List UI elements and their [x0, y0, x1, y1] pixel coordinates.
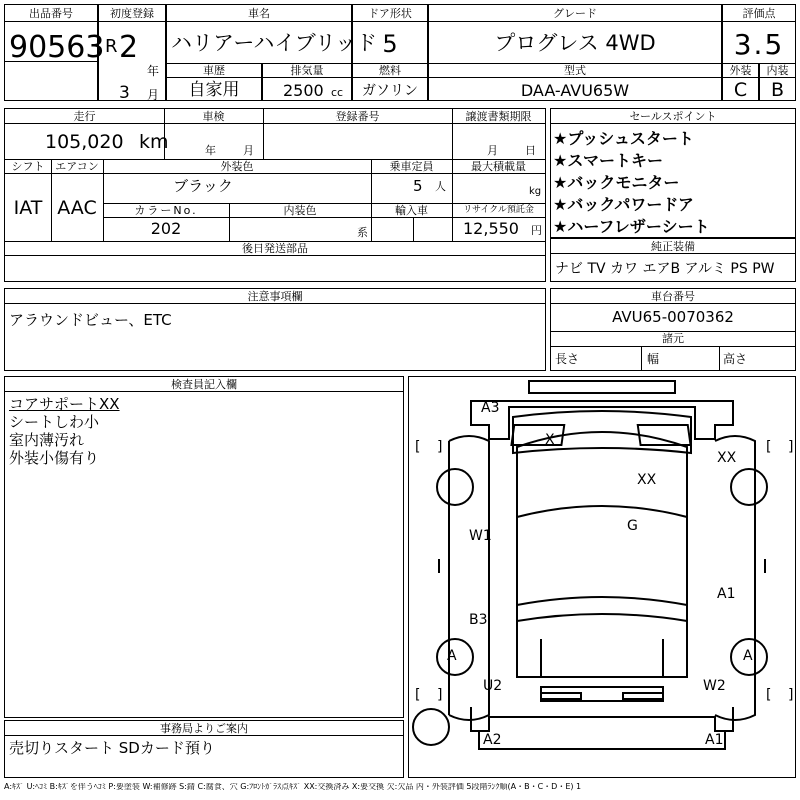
model: DAA-AVU65W — [520, 81, 630, 100]
car-name: ハリアーハイブリッド — [171, 31, 378, 55]
registration-year: 2 — [119, 30, 139, 65]
transfer-day-unit: 日 — [525, 144, 536, 157]
sales-point-item: ★ハーフレザーシート — [553, 217, 710, 236]
lot-number-cell — [4, 4, 105, 101]
exterior-color: ブラック — [173, 177, 233, 195]
exterior-label: 外装 — [723, 64, 758, 78]
sales-point-item: ★バックモニター — [553, 173, 680, 192]
svg-text:[: [ — [415, 687, 421, 703]
recycle-amount: 12,550 — [463, 219, 519, 238]
import-label: 輸入車 — [395, 204, 428, 217]
damage-mark: XX — [717, 450, 737, 466]
damage-mark: XX — [637, 472, 657, 488]
displacement-cell — [262, 63, 352, 101]
exterior-color-label: 外装色 — [220, 160, 254, 173]
dimensions-label: 諸元 — [662, 332, 684, 345]
office-label: 事務局よりご案内 — [5, 721, 403, 736]
car-outline-diagram — [409, 377, 795, 777]
inspection-label: 車検 — [202, 110, 225, 123]
damage-mark: G — [627, 518, 638, 534]
ac-label: エアコン — [55, 160, 99, 173]
interior-color-unit: 系 — [357, 226, 368, 239]
vehicle-details-table — [4, 108, 546, 282]
first-registration-label: 初度登録 — [99, 5, 165, 22]
interior-grade: B — [770, 79, 785, 101]
capacity-unit: 人 — [435, 180, 446, 193]
svg-text:]: ] — [437, 439, 443, 455]
height-label: 高さ — [723, 352, 748, 366]
capacity: 5 — [413, 177, 423, 195]
damage-mark: X — [545, 432, 555, 448]
notes-box — [4, 288, 546, 371]
displacement-label: 排気量 — [263, 64, 351, 78]
registration-month: 3 — [119, 83, 130, 103]
sales-point-item: ★バックパワードア — [553, 195, 694, 214]
doors: 5 — [382, 30, 398, 58]
mileage: 105,020 — [45, 131, 124, 153]
damage-mark: B3 — [469, 612, 488, 628]
grade-label: グレード — [429, 5, 721, 22]
length-label: 長さ — [555, 352, 580, 366]
grade-cell — [428, 4, 722, 64]
score-label: 評価点 — [723, 5, 795, 22]
transfer-docs-label: 譲渡書類期限 — [465, 110, 532, 123]
office-text: 売切りスタート SDカード預り — [9, 739, 215, 757]
model-label: 型式 — [429, 64, 721, 78]
chassis-label: 車台番号 — [551, 289, 795, 304]
svg-text:]: ] — [437, 687, 443, 703]
color-number: 202 — [150, 219, 182, 238]
history-cell — [166, 63, 262, 101]
recycle-unit: 円 — [531, 224, 542, 237]
notes-text: アラウンドビュー、ETC — [9, 311, 172, 329]
capacity-label: 乗車定員 — [389, 160, 434, 173]
door-label: ドア形状 — [353, 5, 427, 22]
equipment-box — [550, 238, 796, 282]
first-registration-cell — [98, 4, 166, 101]
damage-mark: A1 — [705, 732, 724, 748]
mileage-label: 走行 — [73, 110, 96, 123]
interior-color-label: 内装色 — [283, 204, 317, 217]
notes-label: 注意事項欄 — [5, 289, 545, 304]
score-cell — [722, 4, 796, 64]
sales-point-item: ★スマートキー — [553, 151, 664, 170]
ac: AAC — [57, 197, 97, 219]
equipment-label: 純正装備 — [551, 239, 795, 254]
sales-point-item: ★プッシュスタート — [553, 129, 694, 148]
inspector-line: シートしわ小 — [9, 413, 100, 431]
inspector-label: 検査員記入欄 — [5, 377, 403, 392]
damage-mark: A3 — [481, 400, 500, 416]
color-number-label: カラーNo. — [134, 204, 198, 217]
fuel-cell — [352, 63, 428, 101]
fuel-label: 燃料 — [353, 64, 427, 78]
lot-number: 90563 — [9, 30, 105, 65]
svg-text:[: [ — [415, 439, 421, 455]
sales-points-label: セールスポイント — [551, 109, 795, 124]
exterior-grade: C — [733, 79, 748, 101]
recycle-label: リサイクル預託金 — [463, 205, 534, 215]
shift-label: シフト — [11, 160, 45, 173]
damage-mark: U2 — [483, 678, 503, 694]
inspector-box — [4, 376, 404, 718]
history-label: 車歴 — [167, 64, 261, 78]
sales-points-box — [550, 108, 796, 238]
svg-text:]: ] — [788, 687, 794, 703]
max-load-unit: kg — [529, 186, 542, 197]
inspection-month-unit: 月 — [243, 144, 254, 157]
lot-number-label: 出品番号 — [5, 5, 97, 22]
later-parts-label: 後日発送部品 — [242, 242, 308, 255]
shift: IAT — [13, 197, 43, 219]
interior-label: 内装 — [760, 64, 795, 78]
transfer-month-unit: 月 — [487, 144, 498, 157]
chassis-box — [550, 288, 796, 371]
chassis-number: AVU65-0070362 — [612, 308, 734, 326]
damage-mark: A2 — [483, 732, 502, 748]
damage-mark: A1 — [717, 586, 736, 602]
car-name-label: 車名 — [167, 5, 351, 22]
displacement: 2500 — [283, 81, 324, 100]
inspector-line: コアサポートXX — [9, 395, 120, 413]
equipment-list: ナビ TV カワ エアB アルミ PS PW — [555, 261, 775, 277]
svg-text:[: [ — [766, 687, 772, 703]
office-box — [4, 720, 404, 778]
grade: プログレス 4WD — [494, 31, 656, 55]
damage-diagram — [408, 376, 796, 778]
exterior-grade-cell — [722, 63, 759, 101]
legend-text: A:ｷｽﾞ U:ﾍｺﾐ B:ｷｽﾞを伴うﾍｺﾐ P:要塗装 W:補修跡 S:錆 C:腐食、穴 G:ﾌﾛﾝﾄｶﾞﾗｽ点ｷｽﾞ XX:交換済み X:要交換 欠:欠品 内・外装評価 5段階ﾗﾝｸ順(A・B・C・D・E) 1 — [4, 783, 582, 791]
damage-mark: W2 — [703, 678, 726, 694]
damage-mark: W1 — [469, 528, 492, 544]
displacement-unit: cc — [331, 86, 344, 99]
month-unit: 月 — [147, 88, 160, 102]
inspection-year-unit: 年 — [205, 144, 216, 157]
year-unit: 年 — [147, 64, 160, 78]
width-label: 幅 — [647, 352, 660, 366]
max-load-label: 最大積載量 — [471, 160, 526, 173]
door-cell — [352, 4, 428, 64]
registration-number-label: 登録番号 — [335, 110, 380, 123]
damage-mark: A — [743, 648, 753, 664]
damage-mark: A — [447, 648, 457, 664]
history: 自家用 — [188, 80, 240, 100]
score: 3.5 — [733, 28, 785, 61]
svg-text:]: ] — [788, 439, 794, 455]
car-name-cell — [166, 4, 378, 64]
era: R — [105, 36, 118, 57]
model-cell — [428, 63, 722, 101]
fuel: ガソリン — [362, 83, 418, 99]
inspector-line: 室内薄汚れ — [9, 431, 85, 449]
svg-text:[: [ — [766, 439, 772, 455]
interior-grade-cell — [759, 63, 796, 101]
inspector-line: 外装小傷有り — [9, 449, 100, 467]
mileage-unit: km — [139, 131, 169, 153]
